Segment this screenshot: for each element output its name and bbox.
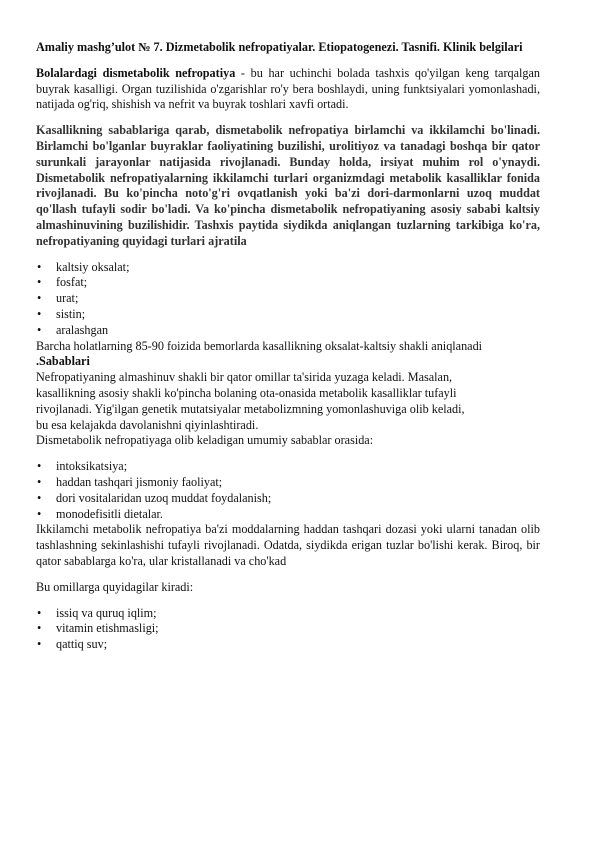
bullet-icon: • <box>37 259 42 274</box>
bullet-icon: • <box>37 306 42 321</box>
list-item: • kaltsiy oksalat; <box>37 259 130 274</box>
list-item: • qattiq suv; <box>37 637 108 652</box>
common-causes-list <box>36 459 540 522</box>
list-item: • monodefisitli dietalar. <box>37 506 163 521</box>
text-line: kasallikning asosiy shakli ko'pincha bolaning ota-onasida metabolik kasalliklar tufayli <box>36 385 457 400</box>
bullet-icon: • <box>37 322 42 337</box>
list-item: • dori vositalaridan uzoq muddat foydalanish; <box>37 490 272 505</box>
classification-paragraph: Kasallikning sabablariga qarab, dismetabolik nefropatiya birlamchi va ikkilamchi bo'linadi. Birlamchi bo'lganlar buyraklar faoliyatining buzilishi, urolitiyoz va tanadagi boshqa bir qator surunkali jarayonlar natijasida rivojlanadi. Bunday holda, irsiyat muhim rol o'ynaydi. Dismetabolik nefropatiyalarning ikkilamchi turlari organizmdagi metabolik kasalliklar fonida rivojlanadi. Bu ko'pincha noto'g'ri ovqatlanish yoki ba'zi dori-darmonlarni uzoq muddat qo'llash tufayli sodir bo'ladi. Va ko'pincha dismetabolik nefropatiyaning asosiy sababi kaltsiy almashinuvining buzilishidir. Tashxis paytida siydikda aniqlangan tuzlarning tarkibiga ko'ra, nefropatiyaning quyidagi turlari ajratila <box>36 123 540 248</box>
bullet-icon: • <box>37 291 42 306</box>
bullet-icon: • <box>37 275 42 290</box>
nephropathy-types-list <box>36 260 540 339</box>
list-item: • intoksikatsiya; <box>37 459 128 474</box>
text-line: bu esa kelajakda davolanishni qiyinlashtiradi. <box>36 417 259 432</box>
list-item: • aralashgan <box>37 322 109 337</box>
text-line: rivojlanadi. Yig'ilgan genetik mutatsiyalar metabolizmning yomonlashuviga olib keladi, <box>36 401 465 416</box>
causes-paragraph <box>36 370 540 433</box>
bullet-icon: • <box>37 506 42 521</box>
intro-paragraph <box>36 66 540 113</box>
list-item: • fosfat; <box>37 275 88 290</box>
causes-intro: Dismetabolik nefropatiyaga olib keladigan umumiy sabablar orasida: <box>36 433 374 448</box>
bullet-icon: • <box>37 605 42 620</box>
bullet-icon: • <box>37 474 42 489</box>
list-item: • issiq va quruq iqlim; <box>37 605 157 620</box>
factors-intro: Bu omillarga quyidagilar kiradi: <box>36 579 194 594</box>
list-item: • urat; <box>37 291 79 306</box>
factors-list <box>36 606 540 653</box>
list-item: • haddan tashqari jismoniy faoliyat; <box>37 474 223 489</box>
intro-term: Bolalardagi dismetabolik nefropatiya <box>36 65 236 80</box>
types-note: Barcha holatlarning 85-90 foizida bemorlarda kasallikning oksalat-kaltsiy shakli aniqlanadi <box>36 338 483 353</box>
bullet-icon: • <box>37 459 42 474</box>
bullet-icon: • <box>37 637 42 652</box>
page-title: Amaliy mashg’ulot № 7. Dizmetabolik nefropatiyalar. Etiopatogenezi. Tasnifi. Klinik belgilari <box>36 40 523 54</box>
causes-heading: .Sabablari <box>36 354 90 369</box>
intro-text: - bu har uchinchi bolada tashxis qo'yilgan keng tarqalgan buyrak kasalligi. Organ tuzilishida o'zgarishlar ro'y bera boshlaydi, uning funktsiyalari yomonlashadi, natijada og'riq, shishish va nefrit va buyrak toshlari xavfi ortadi. <box>36 65 540 112</box>
bullet-icon: • <box>37 621 42 636</box>
secondary-nephropathy-paragraph: Ikkilamchi metabolik nefropatiya ba'zi moddalarning haddan tashqari dozasi yoki ularni tanadan olib tashlashning sekinlashishi tufayli rivojlanadi. Odatda, siydikda erigan tuzlar bo'lishi kerak. Biroq, bir qator sabablarga ko'ra, ular kristallanadi va cho'kad <box>36 522 540 568</box>
bullet-icon: • <box>37 490 42 505</box>
list-item: • vitamin etishmasligi; <box>37 621 159 636</box>
text-line: Nefropatiyaning almashinuv shakli bir qator omillar ta'sirida yuzaga keladi. Masalan, <box>36 370 453 385</box>
list-item: • sistin; <box>37 306 86 321</box>
